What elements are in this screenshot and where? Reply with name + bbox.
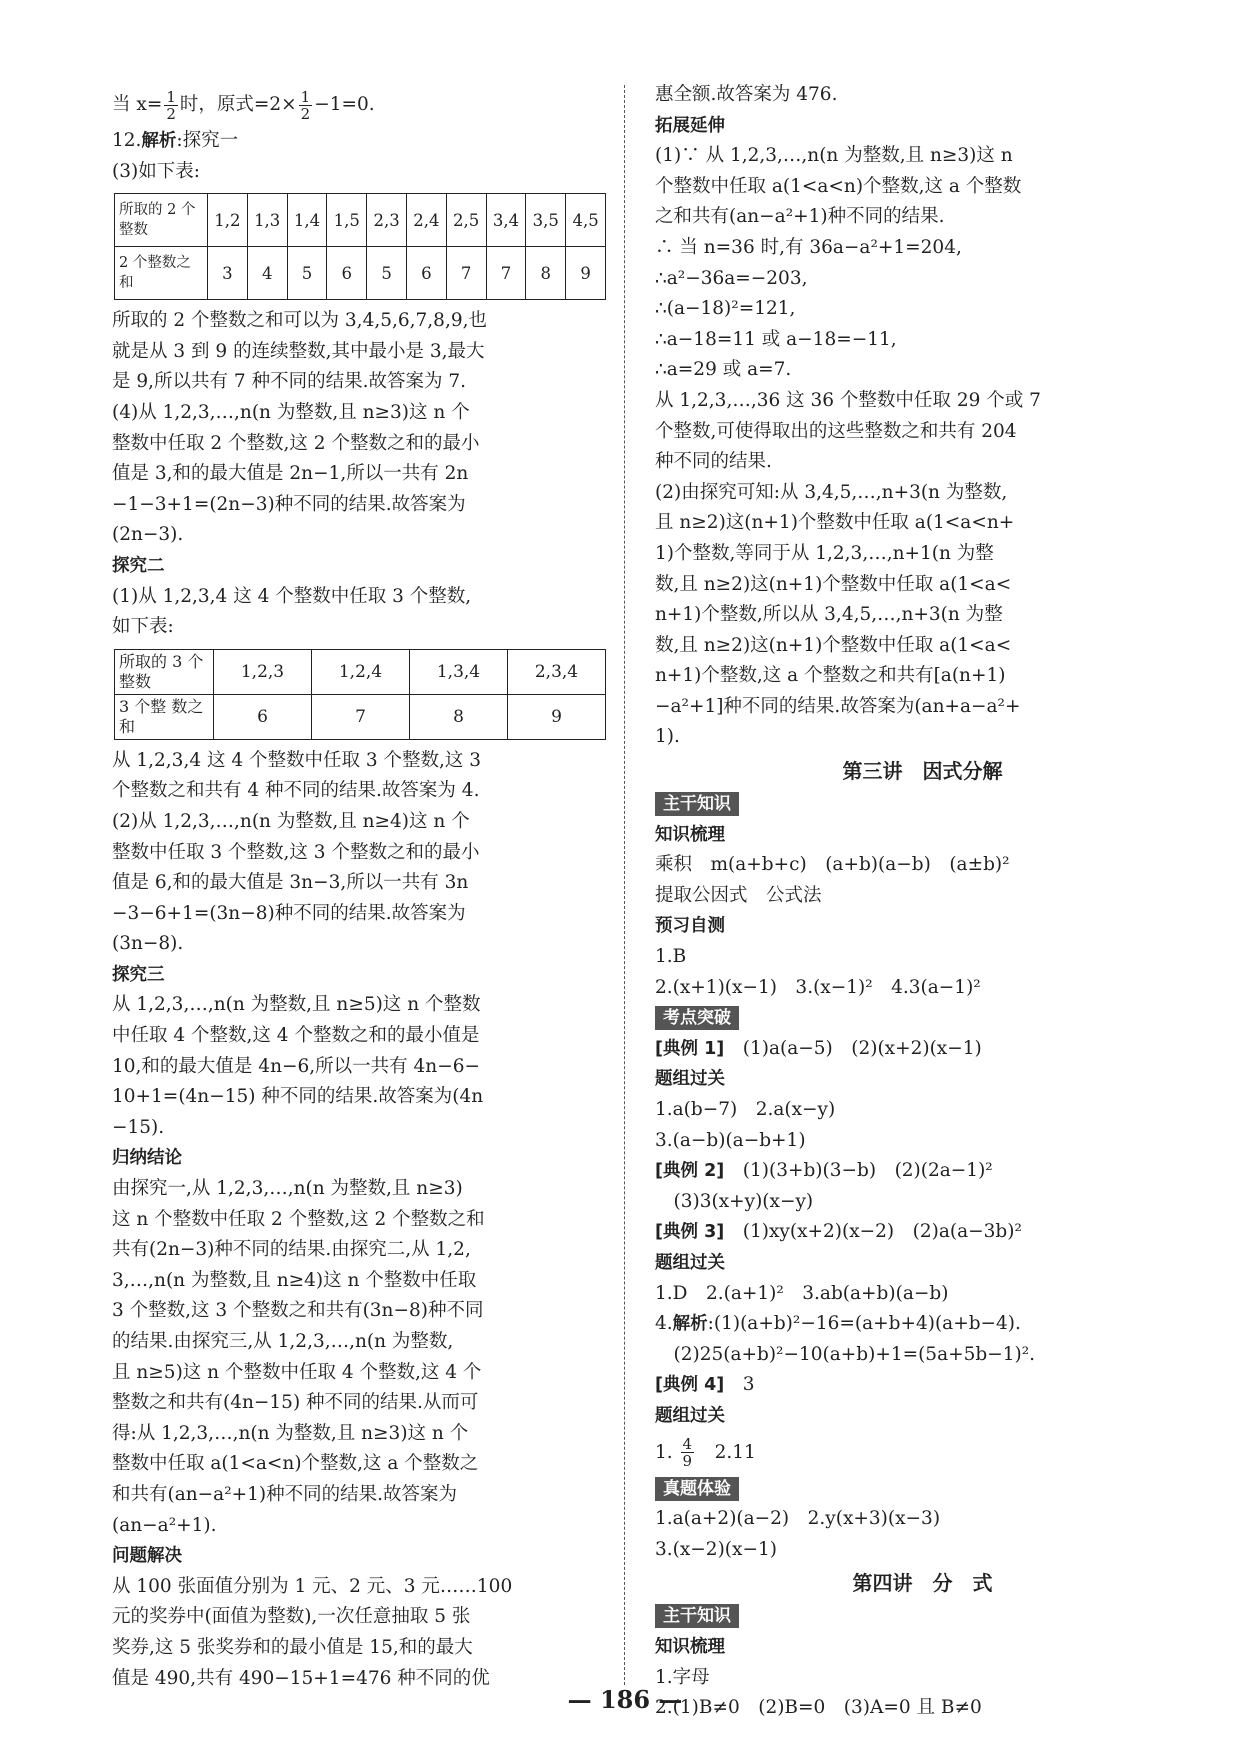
text-segment: 之和共有(an−a²+1)种不同的结果. (655, 206, 945, 228)
text-line (112, 899, 607, 930)
section-tag-row (655, 789, 1150, 820)
table-row (115, 694, 606, 739)
text-line (112, 398, 607, 429)
text-line (655, 294, 1150, 325)
table-cell: 7 (312, 694, 410, 739)
text-line (655, 478, 1150, 509)
table-cell: 7 (446, 247, 486, 300)
text-line (655, 1340, 1150, 1371)
text-segment: 值是 3,和的最大值是 2n−1,所以一共有 2n (112, 463, 469, 485)
text-segment: 1.a(a+2)(a−2) 2.y(x+3)(x−3) (655, 1508, 941, 1530)
text-line (112, 157, 607, 188)
text-segment: (3)如下表: (112, 160, 200, 182)
text-segment: n+1)个整数,这 a 个整数之和共有[a(n+1) (655, 665, 1006, 687)
text-line (655, 1309, 1150, 1340)
text-line (655, 1370, 1150, 1401)
table-row (115, 247, 606, 300)
bold-label: 预习自测 (655, 916, 725, 937)
text-line (655, 692, 1150, 723)
table-cell: 1,5 (327, 194, 367, 247)
bold-label: 题组过关 (655, 1405, 725, 1426)
fraction-line (112, 84, 607, 126)
fraction (299, 89, 313, 122)
table-row (115, 194, 606, 247)
text-line (655, 820, 1150, 851)
text-line (655, 1126, 1150, 1157)
text-segment: (2)从 1,2,3,…,n(n 为整数,且 n≥4)这 n 个 (112, 810, 470, 832)
text-line (112, 868, 607, 899)
text-line (655, 355, 1150, 386)
text-line (655, 600, 1150, 631)
text-segment: 且 n≥5)这 n 个整数中任取 4 个整数,这 4 个 (112, 1361, 482, 1383)
text-line (655, 1187, 1150, 1218)
text-segment: 整数中任取 3 个整数,这 3 个整数之和的最小 (112, 841, 480, 863)
text-segment: n+1)个整数,所以从 3,4,5,…,n+3(n 为整 (655, 604, 1003, 626)
bold-label: 题组过关 (655, 1069, 725, 1090)
text-segment: ∴a²−36a=−203, (655, 267, 808, 289)
text-segment: (2)由探究可知:从 3,4,5,…,n+3(n 为整数, (655, 481, 1008, 503)
text-line (112, 1358, 607, 1389)
text-line (655, 264, 1150, 295)
text-segment: 12. (112, 130, 142, 151)
table-cell: 1,2,3 (214, 649, 312, 694)
text-segment: 第三讲 因式分解 (842, 759, 1003, 784)
text-line (112, 1388, 607, 1419)
text-line (655, 1095, 1150, 1126)
text-line (655, 1504, 1150, 1535)
text-segment: 第四讲 分 式 (852, 1571, 993, 1596)
table-cell: 1,3,4 (410, 649, 508, 694)
text-segment: 如下表: (112, 616, 174, 638)
text-segment: 1). (655, 726, 680, 748)
text-line (655, 447, 1150, 478)
text-segment: 4. (655, 1313, 673, 1335)
text-segment: 1. (655, 1441, 679, 1463)
text-segment: 中任取 4 个整数,这 4 个整数之和的最小值是 (112, 1025, 480, 1047)
bold-label: [典例 2] (655, 1161, 725, 1182)
text-line (112, 1174, 607, 1205)
table-cell: 3 个整 数之和 (115, 694, 214, 739)
text-segment: (an−a²+1). (112, 1514, 217, 1536)
text-segment: 2.11 (696, 1441, 756, 1463)
text-segment: 数,且 n≥2)这(n+1)个整数中任取 a(1<a< (655, 634, 1012, 656)
table-cell: 所取的 2 个整数 (115, 194, 208, 247)
text-segment: 整数中任取 2 个整数,这 2 个整数之和的最小 (112, 432, 480, 454)
text-line (112, 306, 607, 337)
text-line (112, 1235, 607, 1266)
text-line (655, 172, 1150, 203)
text-segment: 从 1,2,3,…,36 这 36 个整数中任取 29 个或 7 (655, 389, 1041, 411)
text-line (655, 570, 1150, 601)
table-cell: 8 (526, 247, 566, 300)
text-segment: 2.(1)B≠0 (2)B=0 (3)A=0 且 B≠0 (655, 1697, 982, 1719)
section-tag (655, 1006, 739, 1030)
bold-label: 归纳结论 (112, 1148, 182, 1169)
text-segment: 和共有(an−a²+1)种不同的结果.故答案为 (112, 1483, 457, 1505)
text-segment: 真题体验 (663, 1478, 731, 1499)
text-line (655, 1034, 1150, 1065)
table-cell: 1,3 (247, 194, 287, 247)
text-segment: 1.B (655, 946, 687, 968)
text-line (112, 1082, 607, 1113)
table-cell: 2,4 (406, 194, 446, 247)
text-line (112, 520, 607, 551)
text-line (112, 1419, 607, 1450)
text-line (112, 1480, 607, 1511)
fraction (681, 1436, 695, 1469)
text-segment: 奖券,这 5 张奖券和的最小值是 15,和的最大 (112, 1636, 473, 1658)
text-line (112, 807, 607, 838)
text-line (112, 1572, 607, 1603)
text-segment: 3 个整数,这 3 个整数之和共有(3n−8)种不同 (112, 1300, 484, 1322)
text-line (112, 960, 607, 991)
text-segment: 3.(a−b)(a−b+1) (655, 1129, 806, 1151)
text-segment: 值是 490,共有 490−15+1=476 种不同的优 (112, 1667, 490, 1689)
text-line (655, 850, 1150, 881)
text-segment: 考点突破 (663, 1008, 731, 1029)
text-line (112, 1449, 607, 1480)
text-line (655, 1401, 1150, 1432)
text-line (112, 929, 607, 960)
text-line (655, 1632, 1150, 1663)
text-segment: 的结果.由探究三,从 1,2,3,…,n(n 为整数, (112, 1331, 454, 1352)
text-line (112, 367, 607, 398)
section-tag (655, 792, 739, 816)
table-cell: 9 (508, 694, 606, 739)
text-segment: (1)∵ 从 1,2,3,…,n(n 为整数,且 n≥3)这 n (655, 145, 1013, 167)
text-segment: :探究一 (176, 130, 239, 151)
bold-label: 知识梳理 (655, 824, 725, 845)
text-segment: 由探究一,从 1,2,3,…,n(n 为整数,且 n≥3) (112, 1178, 463, 1200)
section-tag-row (655, 1003, 1150, 1034)
denominator: 2 (166, 104, 176, 123)
text-segment: (1)a(a−5) (2)(x+2)(x−1) (724, 1037, 982, 1059)
text-segment: 3,…,n(n 为整数,且 n≥4)这 n 个整数中任取 (112, 1269, 477, 1291)
table-cell: 7 (486, 247, 526, 300)
text-segment: 主干知识 (663, 1606, 731, 1627)
table-cell: 4,5 (566, 194, 606, 247)
section-heading (655, 753, 1150, 789)
text-line (655, 233, 1150, 264)
text-segment: 且 n≥2)这(n+1)个整数中任取 a(1<a<n+ (655, 512, 1015, 534)
text-line (112, 1541, 607, 1572)
table-cell: 2,3 (367, 194, 407, 247)
numerator: 4 (682, 1435, 693, 1454)
text-segment: 值是 6,和的最大值是 3n−3,所以一共有 3n (112, 872, 469, 894)
text-line (655, 631, 1150, 662)
answer-table (114, 649, 606, 740)
text-line (655, 911, 1150, 942)
text-line (112, 746, 607, 777)
denominator: 2 (300, 104, 311, 123)
text-segment: 是 9,所以共有 7 种不同的结果.故答案为 7. (112, 371, 466, 393)
text-segment: (2n−3). (112, 524, 184, 546)
text-segment: 提取公因式 公式法 (655, 884, 822, 906)
text-segment: :(1)(a+b)²−16=(a+b+4)(a+b−4). (707, 1313, 1021, 1335)
bold-label: 解析 (141, 131, 177, 151)
denominator: 9 (682, 1452, 693, 1471)
text-line (112, 1052, 607, 1083)
section-tag (655, 1477, 739, 1501)
text-segment: −a²+1]种不同的结果.故答案为(an+a−a²+ (655, 695, 1021, 717)
text-segment: 3.(x−2)(x−1) (655, 1538, 777, 1560)
table-cell: 所取的 3 个整数 (115, 649, 214, 694)
text-line (112, 490, 607, 521)
text-line (655, 539, 1150, 570)
text-segment: (4)从 1,2,3,…,n(n 为整数,且 n≥3)这 n 个 (112, 401, 470, 423)
text-segment: 当 x= (112, 94, 163, 115)
text-line (112, 126, 607, 157)
section-tag (655, 1604, 739, 1628)
text-line (655, 1217, 1150, 1248)
text-line (112, 1205, 607, 1236)
text-line (112, 1143, 607, 1174)
table-cell: 6 (327, 247, 367, 300)
numerator: 1 (166, 87, 176, 106)
text-line (112, 337, 607, 368)
table-cell: 8 (410, 694, 508, 739)
text-segment: 乘积 m(a+b+c) (a+b)(a−b) (a±b)² (655, 854, 1010, 876)
table-cell: 1,2 (208, 194, 248, 247)
text-line (112, 1113, 607, 1144)
text-segment: 10+1=(4n−15) 种不同的结果.故答案为(4n (112, 1086, 484, 1108)
text-line (112, 838, 607, 869)
text-segment: 整数中任取 a(1<a<n)个整数,这 a 个整数之 (112, 1453, 479, 1475)
table-row (115, 649, 606, 694)
text-line (655, 661, 1150, 692)
text-segment: ∴a−18=11 或 a−18=−11, (655, 328, 897, 350)
text-segment: −15). (112, 1116, 165, 1138)
bold-label: 解析 (672, 1314, 708, 1335)
table-cell: 2,5 (446, 194, 486, 247)
text-line (112, 1511, 607, 1542)
text-segment: ∴a=29 或 a=7. (655, 359, 792, 381)
bold-label: 问题解决 (112, 1546, 182, 1567)
fraction-line (655, 1432, 1150, 1474)
answer-table (114, 193, 606, 300)
text-segment: 就是从 3 到 9 的连续整数,其中最小是 3,最大 (112, 340, 485, 362)
text-line (655, 417, 1150, 448)
text-line (112, 459, 607, 490)
text-line (112, 1327, 607, 1358)
page-number: — 186 — (567, 1685, 683, 1714)
left-column (112, 84, 607, 1694)
text-line (112, 429, 607, 460)
text-line (655, 325, 1150, 356)
text-segment: (2)25(a+b)²−10(a+b)+1=(5a+5b−1)². (655, 1343, 1036, 1365)
table-cell: 5 (287, 247, 327, 300)
text-segment: 元的奖券中(面值为整数),一次任意抽取 5 张 (112, 1606, 471, 1628)
text-line (112, 1633, 607, 1664)
text-segment: (1)(3+b)(3−b) (2)(2a−1)² (724, 1160, 993, 1182)
text-segment: 这 n 个整数中任取 2 个整数,这 2 个整数之和 (112, 1208, 485, 1230)
text-segment: 所取的 2 个整数之和可以为 3,4,5,6,7,8,9,也 (112, 310, 487, 332)
text-segment: (3n−8). (112, 933, 184, 955)
text-line (655, 1535, 1150, 1566)
right-column (655, 80, 1150, 1724)
text-segment: 2.(x+1)(x−1) 3.(x−1)² 4.3(a−1)² (655, 976, 981, 998)
bold-label: [典例 1] (655, 1038, 725, 1059)
table-cell: 2 个整数之和 (115, 247, 208, 300)
text-segment: ∴(a−18)²=121, (655, 298, 796, 320)
text-segment: −1=0. (314, 94, 375, 115)
text-segment: 个整数中任取 a(1<a<n)个整数,这 a 个整数 (655, 175, 1022, 197)
text-segment: 1.D 2.(a+1)² 3.ab(a+b)(a−b) (655, 1282, 949, 1304)
table-cell: 6 (214, 694, 312, 739)
text-segment: 从 1,2,3,4 这 4 个整数中任取 3 个整数,这 3 (112, 749, 482, 771)
text-line (655, 973, 1150, 1004)
text-segment: −3−6+1=(3n−8)种不同的结果.故答案为 (112, 902, 466, 924)
text-segment: 种不同的结果. (655, 451, 772, 473)
text-segment: 时，原式=2× (179, 94, 297, 115)
text-line (112, 582, 607, 613)
text-line (112, 1602, 607, 1633)
table-cell: 5 (367, 247, 407, 300)
bold-label: [典例 4] (655, 1375, 725, 1396)
bold-label: 探究二 (112, 555, 165, 576)
text-segment: 从 1,2,3,…,n(n 为整数,且 n≥5)这 n 个整数 (112, 994, 481, 1016)
table-cell: 3,5 (526, 194, 566, 247)
text-segment: 1.a(b−7) 2.a(x−y) (655, 1099, 836, 1120)
table-cell: 6 (406, 247, 446, 300)
text-segment: 得:从 1,2,3,…,n(n 为整数,且 n≥3)这 n 个 (112, 1422, 469, 1444)
table-cell: 1,2,4 (312, 649, 410, 694)
text-segment: 共有(2n−3)种不同的结果.由探究二,从 1,2, (112, 1239, 471, 1261)
section-heading (655, 1565, 1150, 1601)
bold-label: 题组过关 (655, 1252, 725, 1273)
text-line (112, 612, 607, 643)
text-segment: 个整数,可使得取出的这些整数之和共有 204 (655, 420, 1017, 442)
column-divider (624, 85, 625, 1685)
text-segment: 从 100 张面值分别为 1 元、2 元、3 元……100 (112, 1575, 513, 1597)
text-line (655, 80, 1150, 111)
table-cell: 9 (566, 247, 606, 300)
text-line (655, 111, 1150, 142)
text-line (112, 1021, 607, 1052)
text-line (655, 1248, 1150, 1279)
bold-label: 探究三 (112, 964, 165, 985)
text-segment: (1)xy(x+2)(x−2) (2)a(a−3b)² (724, 1221, 1022, 1243)
text-segment: 10,和的最大值是 4n−6,所以一共有 4n−6− (112, 1055, 480, 1077)
text-segment: 整数之和共有(4n−15) 种不同的结果.从而可 (112, 1392, 479, 1414)
text-segment: 3 (724, 1374, 755, 1396)
text-line (112, 776, 607, 807)
text-line (655, 1156, 1150, 1187)
text-line (655, 1064, 1150, 1095)
text-segment: ∴ 当 n=36 时,有 36a−a²+1=204, (655, 236, 962, 258)
table-cell: 4 (247, 247, 287, 300)
text-line (655, 386, 1150, 417)
text-line (112, 1296, 607, 1327)
text-line (112, 551, 607, 582)
section-tag-row (655, 1601, 1150, 1632)
text-segment: 个整数之和共有 4 种不同的结果.故答案为 4. (112, 780, 480, 802)
text-line (655, 202, 1150, 233)
text-line (655, 881, 1150, 912)
text-segment: (1)从 1,2,3,4 这 4 个整数中任取 3 个整数, (112, 585, 472, 607)
text-segment: (3)3(x+y)(x−y) (655, 1190, 814, 1212)
text-segment: 主干知识 (663, 794, 731, 815)
fraction (164, 89, 178, 122)
table-cell: 3,4 (486, 194, 526, 247)
bold-label: 知识梳理 (655, 1636, 725, 1657)
text-line (655, 141, 1150, 172)
bold-label: 拓展延伸 (655, 115, 725, 136)
text-line (655, 1279, 1150, 1310)
text-line (112, 990, 607, 1021)
text-segment: 1)个整数,等同于从 1,2,3,…,n+1(n 为整 (655, 542, 994, 564)
bold-label: [典例 3] (655, 1222, 725, 1243)
text-line (655, 722, 1150, 753)
section-tag-row (655, 1474, 1150, 1505)
text-segment: 1.字母 (655, 1666, 710, 1688)
text-segment: 数,且 n≥2)这(n+1)个整数中任取 a(1<a< (655, 573, 1012, 595)
table-cell: 2,3,4 (508, 649, 606, 694)
table-cell: 3 (208, 247, 248, 300)
text-segment: 惠全额.故答案为 476. (655, 84, 838, 105)
text-segment: −1−3+1=(2n−3)种不同的结果.故答案为 (112, 493, 466, 515)
text-line (112, 1266, 607, 1297)
text-line (655, 508, 1150, 539)
text-line (655, 942, 1150, 973)
numerator: 1 (300, 87, 311, 106)
table-cell: 1,4 (287, 194, 327, 247)
